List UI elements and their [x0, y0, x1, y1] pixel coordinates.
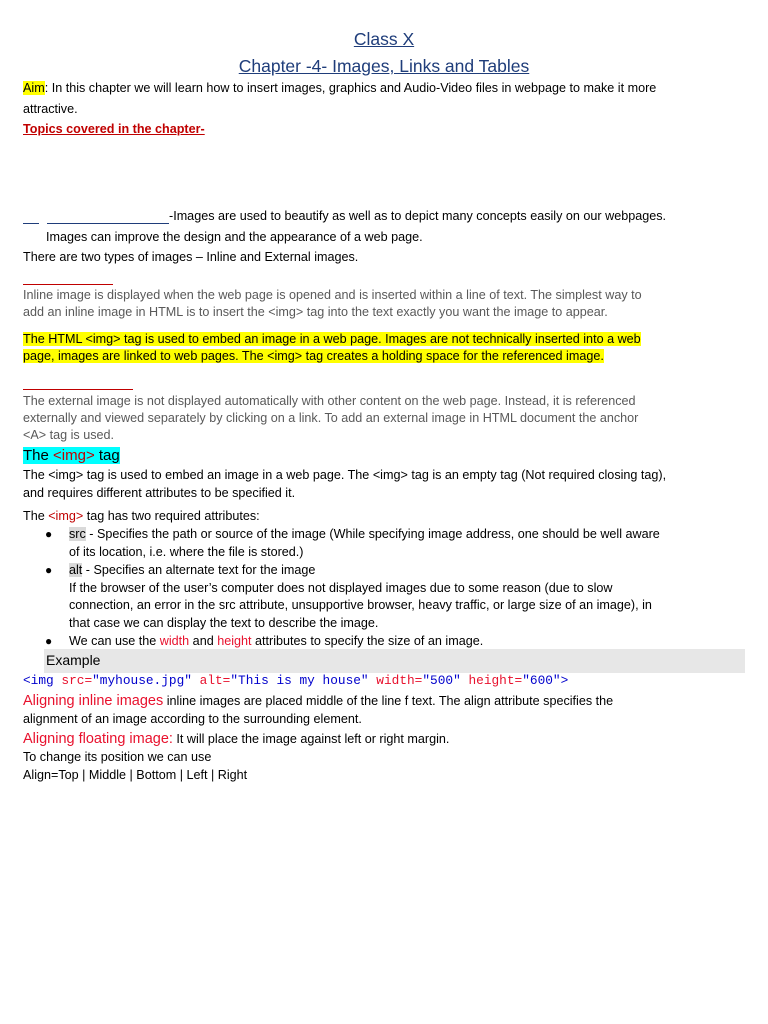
- attrs-tag: <img>: [48, 509, 84, 523]
- img-tag-line1: The <img> tag is used to embed an image in a web page. The <img> tag is an empty tag (Not required closing tag),: [23, 468, 667, 482]
- aligning-floating-line: [23, 731, 449, 748]
- inline-text-line2: add an inline image in HTML is to insert the <img> tag into the text exactly you want the image to appear.: [23, 305, 608, 319]
- code-open-tag: <img: [23, 673, 62, 688]
- code-close-tag: >: [560, 673, 569, 688]
- img-heading-suffix: tag: [94, 447, 120, 464]
- aligning-floating-text: It will place the image against left or right margin.: [172, 732, 450, 746]
- aligning-inline-label: Aligning inline images: [23, 693, 164, 709]
- bullet-icon: ●: [45, 563, 53, 577]
- code-width-attr: width=: [368, 673, 423, 688]
- chapter-title: Chapter -4- Images, Links and Tables: [238, 56, 530, 76]
- height-keyword: height: [217, 634, 252, 648]
- code-src-attr: src=: [61, 673, 93, 688]
- bullet-icon: ●: [45, 527, 53, 541]
- images-intro-line3: There are two types of images – Inline and External images.: [23, 250, 359, 264]
- size-prefix: We can use the: [69, 634, 160, 648]
- position-line: To change its position we can use: [23, 750, 212, 764]
- align-values-line: Align=Top | Middle | Bottom | Left | Right: [23, 768, 248, 782]
- alt-attribute-name: alt: [69, 563, 83, 577]
- img-heading-tag: <img>: [53, 447, 95, 464]
- inline-highlight-line1: [23, 331, 641, 348]
- topics-heading: Topics covered in the chapter-: [23, 122, 205, 136]
- aim-text: : In this chapter we will learn how to insert images, graphics and Audio-Video files in webpage to make it more: [44, 81, 657, 95]
- blank-underline-short: [23, 223, 39, 225]
- inline-highlight-text1: The HTML <img> tag is used to embed an image in a web page. Images are not technically inserted into a web: [23, 332, 641, 346]
- src-attribute-name: src: [69, 527, 86, 541]
- aim-paragraph-line1: [23, 80, 656, 97]
- code-alt-attr: alt=: [191, 673, 231, 688]
- size-and: and: [189, 634, 218, 648]
- aim-label: Aim: [23, 81, 45, 95]
- code-height-val: "600": [522, 673, 561, 688]
- external-heading-blank: [23, 389, 133, 391]
- src-attribute-line1: [69, 526, 660, 543]
- code-width-val: "500": [422, 673, 461, 688]
- inline-highlight-text2: page, images are linked to web pages. The <img> tag creates a holding space for the referenced image.: [23, 349, 604, 363]
- example-bar: [44, 649, 745, 673]
- attrs-suffix: tag has two required attributes:: [83, 509, 260, 523]
- src-attribute-line2: of its location, i.e. where the file is stored.): [69, 545, 304, 559]
- external-text-line2: externally and viewed separately by clicking on a link. To add an external image in HTML document the anchor: [23, 411, 639, 425]
- img-heading-prefix: The: [23, 447, 54, 464]
- code-src-val: "myhouse.jpg": [92, 673, 192, 688]
- class-title: Class X: [353, 29, 415, 49]
- code-alt-val: "This is my house": [230, 673, 369, 688]
- img-attrs-intro: [23, 508, 260, 525]
- alt-attribute-line3: connection, an error in the src attribute, unsupportive browser, heavy traffic, or large size of an image), in: [69, 598, 652, 612]
- size-suffix: attributes to specify the size of an image.: [251, 634, 484, 648]
- example-code: [23, 672, 568, 689]
- aligning-inline-text: inline images are placed middle of the line f text. The align attribute specifies the: [163, 694, 614, 708]
- size-attributes-line: [69, 633, 483, 650]
- attrs-prefix: The: [23, 509, 49, 523]
- images-intro-line1: -Images are used to beautify as well as to depict many concepts easily on our webpages.: [169, 209, 667, 223]
- img-tag-line2: and requires different attributes to be specified it.: [23, 486, 296, 500]
- aim-paragraph-line2: attractive.: [23, 102, 78, 116]
- external-text-line1: The external image is not displayed automatically with other content on the web page. Instead, it is referenced: [23, 394, 636, 408]
- width-keyword: width: [159, 634, 190, 648]
- external-text-line3: <A> tag is used.: [23, 428, 115, 442]
- src-attribute-text: - Specifies the path or source of the image (While specifying image address, one should be well aware: [85, 527, 660, 541]
- aligning-inline-line1: [23, 693, 613, 710]
- alt-attribute-line1: [69, 562, 315, 579]
- images-intro-line2: Images can improve the design and the appearance of a web page.: [46, 230, 423, 244]
- inline-heading-blank: [23, 284, 113, 286]
- img-tag-heading: [23, 446, 120, 466]
- aligning-inline-line2: alignment of an image according to the surrounding element.: [23, 712, 362, 726]
- blank-underline-long: [47, 223, 169, 225]
- code-height-attr: height=: [460, 673, 523, 688]
- aligning-floating-label: Aligning floating image:: [23, 731, 173, 747]
- alt-attribute-line4: that case we can display the text to describe the image.: [69, 616, 379, 630]
- alt-attribute-text: - Specifies an alternate text for the image: [82, 563, 316, 577]
- inline-text-line1: Inline image is displayed when the web page is opened and is inserted within a line of text. The simplest way to: [23, 288, 642, 302]
- inline-highlight-line2: [23, 348, 604, 365]
- bullet-icon: ●: [45, 634, 53, 648]
- alt-attribute-line2: If the browser of the user’s computer does not displayed images due to some reason (due to slow: [69, 581, 613, 595]
- example-label: Example: [46, 652, 101, 668]
